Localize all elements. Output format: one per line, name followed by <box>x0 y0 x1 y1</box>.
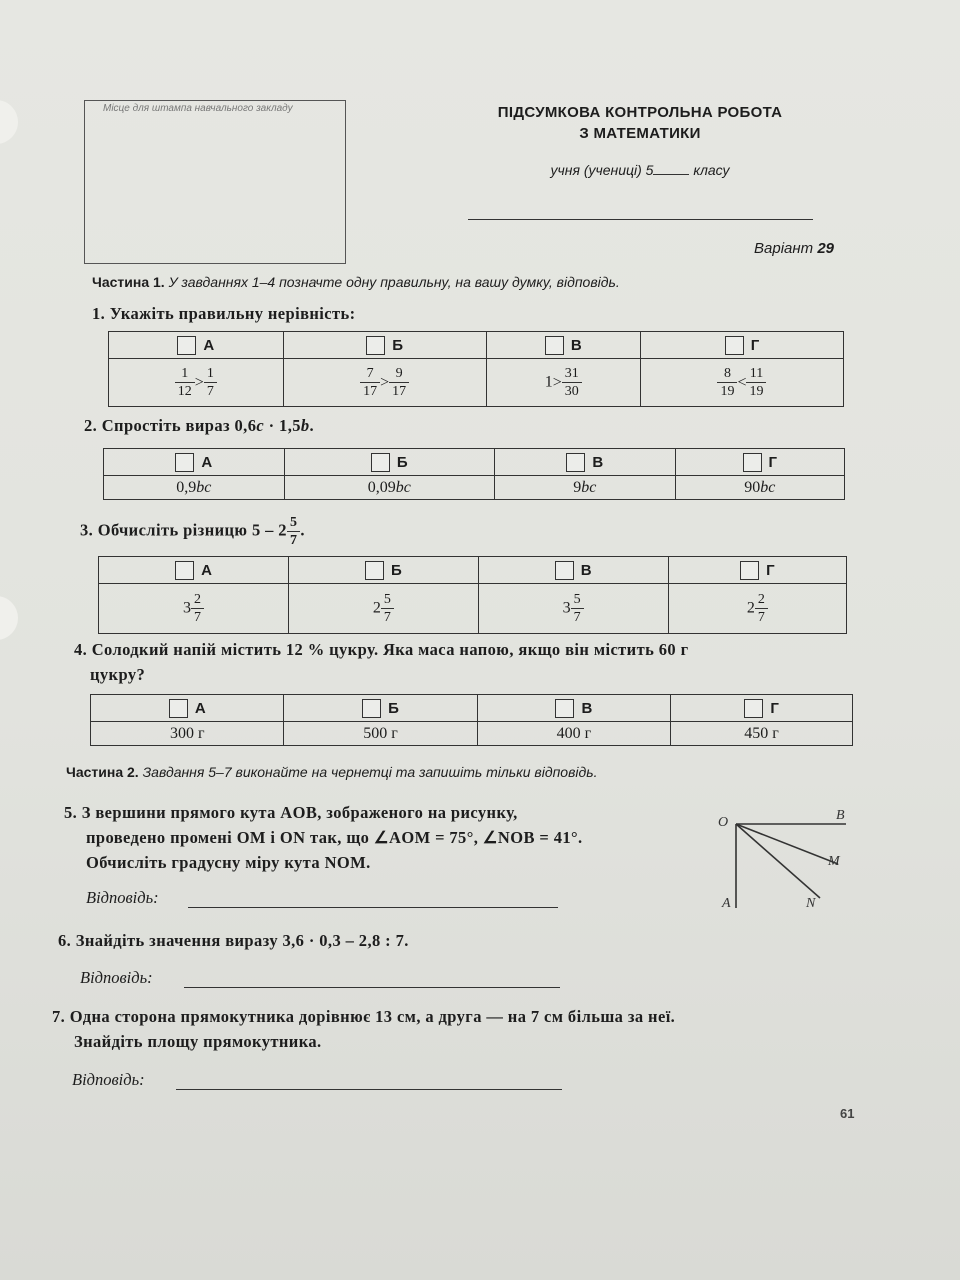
q4-option-checkbox[interactable] <box>555 699 574 718</box>
q3-text-prefix: Обчисліть різницю 5 – 2 <box>97 520 287 540</box>
q1-inequality-sign: > <box>380 373 390 391</box>
question-3 <box>80 514 305 549</box>
q1-option-cell[interactable] <box>640 359 843 407</box>
q3-option-cell[interactable] <box>478 584 668 634</box>
q5-number: 5. <box>64 803 78 822</box>
q3-option-cell[interactable] <box>289 584 479 634</box>
q3-option-letter: Г <box>766 561 775 579</box>
q3-option-fraction <box>755 591 768 626</box>
q2-option-checkbox[interactable] <box>175 453 194 472</box>
q4-text-line2: цукру? <box>90 665 146 684</box>
q4-option-cell[interactable] <box>91 722 284 746</box>
q1-left-numerator: 1 <box>175 365 195 383</box>
q4-option-value: 300 г <box>169 724 205 742</box>
q3-option-letter: В <box>580 561 592 579</box>
page-title <box>470 102 810 144</box>
q4-option-cell[interactable] <box>284 722 477 746</box>
q1-inequality-sign: > <box>552 373 562 391</box>
q2-option-letter: Г <box>768 453 778 471</box>
q1-left-denominator: 19 <box>720 384 735 399</box>
q3-option-denominator: 7 <box>573 610 581 625</box>
q3-option-header <box>99 557 289 584</box>
grade-blank[interactable] <box>653 174 689 175</box>
q3-fraction-den: 7 <box>289 533 298 548</box>
q4-number: 4. <box>74 640 88 659</box>
q1-option-letter: Б <box>392 336 403 354</box>
label-o: O <box>718 815 729 830</box>
q2-option-letter: А <box>201 453 213 471</box>
q4-option-letter: Б <box>388 699 399 717</box>
q3-number: 3. <box>80 520 94 540</box>
q3-option-numerator: 5 <box>381 591 394 609</box>
question-1 <box>92 301 356 326</box>
q2-option-cell[interactable] <box>494 476 675 500</box>
q7-line1: Одна сторона прямокутника дорівнює 13 см, а друга — на 7 см більша за неї. <box>69 1007 676 1026</box>
q3-option-denominator: 7 <box>383 610 391 625</box>
q3-text-suffix: . <box>300 520 305 540</box>
q1-inequality-sign: > <box>194 373 204 391</box>
variant-text: Варіант <box>754 240 814 257</box>
q1-answer-table <box>108 331 844 407</box>
q1-left-denominator: 17 <box>363 384 378 399</box>
q1-right-denominator: 7 <box>206 384 214 399</box>
q7-answer-field[interactable] <box>176 1089 562 1090</box>
q1-left-fraction <box>360 365 380 400</box>
q1-option-header <box>283 332 486 359</box>
q2-option-letter: Б <box>396 453 408 471</box>
q3-option-fraction <box>571 591 584 626</box>
q1-text: Укажіть правильну нерівність: <box>109 304 356 323</box>
q2-number: 2. <box>84 416 98 435</box>
q1-right-numerator: 9 <box>389 365 409 383</box>
q4-option-header <box>284 695 477 722</box>
q2-option-number: 0,09 <box>367 478 396 496</box>
page-number: 61 <box>840 1106 855 1121</box>
q2-option-cell[interactable] <box>104 476 285 500</box>
q1-option-header <box>640 332 843 359</box>
q2-answer-table <box>103 448 845 500</box>
q3-fraction <box>287 514 300 549</box>
q3-option-whole: 2 <box>746 599 755 617</box>
q3-option-whole: 3 <box>183 599 191 617</box>
q1-right-numerator: 31 <box>562 365 582 383</box>
q1-left-numerator: 8 <box>717 365 737 383</box>
q1-left-denominator: 12 <box>177 384 192 399</box>
angle-figure <box>716 804 856 912</box>
q3-option-whole: 2 <box>372 599 381 617</box>
q4-option-value: 450 г <box>744 724 779 742</box>
part2-instruction: Завдання 5–7 виконайте на чернетці та запишіть тільки відповідь. <box>142 764 598 780</box>
q2-option-header <box>284 449 494 476</box>
q2-option-number: 90 <box>744 478 761 496</box>
q2-option-cell[interactable] <box>284 476 494 500</box>
title-line-1: ПІДСУМКОВА КОНТРОЛЬНА РОБОТА <box>497 104 783 121</box>
q5-line2: проведено промені OM і ON так, що ∠AOM = 75°, ∠NOB = 41°. <box>86 828 583 847</box>
q4-text-line1: Солодкий напій містить 12 % цукру. Яка маса напою, якщо він містить 60 г <box>91 640 689 659</box>
q1-option-cell[interactable] <box>283 359 486 407</box>
q1-right-denominator: 17 <box>392 384 407 399</box>
title-line-2: З МАТЕМАТИКИ <box>579 125 701 142</box>
q3-option-numerator: 2 <box>191 591 204 609</box>
grade-suffix: класу <box>693 162 730 178</box>
q1-option-checkbox[interactable] <box>545 336 564 355</box>
q1-right-fraction <box>562 365 582 400</box>
q3-option-checkbox[interactable] <box>740 561 759 580</box>
q2-text-prefix: Спростіть вираз 0,6 <box>101 416 257 435</box>
q1-option-letter: А <box>203 336 215 354</box>
q2-option-header <box>104 449 285 476</box>
grade-line <box>470 162 810 178</box>
q1-left-fraction <box>717 365 737 400</box>
q2-option-variable: bc <box>395 478 411 496</box>
q1-option-checkbox[interactable] <box>177 336 196 355</box>
q4-option-value: 500 г <box>363 724 398 742</box>
q4-option-checkbox[interactable] <box>362 699 381 718</box>
q3-option-numerator: 5 <box>571 591 584 609</box>
q3-option-header <box>478 557 668 584</box>
question-7 <box>52 1004 872 1054</box>
q3-fraction-num: 5 <box>287 514 300 532</box>
q4-option-letter: Г <box>770 699 779 717</box>
part1-label: Частина 1. <box>92 274 165 290</box>
q4-answer-table <box>90 694 853 746</box>
question-5 <box>64 800 704 875</box>
q3-option-header <box>289 557 479 584</box>
q3-option-fraction <box>381 591 394 626</box>
q1-number: 1. <box>92 304 106 323</box>
ray-on <box>736 824 820 898</box>
q2-option-header <box>494 449 675 476</box>
q4-option-letter: В <box>581 699 593 717</box>
q2-option-checkbox[interactable] <box>371 453 390 472</box>
binder-hole <box>0 596 18 640</box>
q7-line2: Знайдіть площу прямокутника. <box>74 1032 322 1051</box>
q4-option-cell[interactable] <box>477 722 670 746</box>
q1-right-numerator: 11 <box>746 365 766 383</box>
q1-right-numerator: 1 <box>204 365 217 383</box>
variant-number: 29 <box>817 240 834 257</box>
q5-answer-field[interactable] <box>188 907 558 908</box>
q1-left-numerator: 7 <box>360 365 380 383</box>
q5-line3: Обчисліть градусну міру кута NOM. <box>86 853 371 872</box>
q4-option-header <box>671 695 853 722</box>
q1-option-cell[interactable] <box>109 359 284 407</box>
q3-option-fraction <box>191 591 204 626</box>
q2-option-checkbox[interactable] <box>566 453 585 472</box>
q2-option-variable: bc <box>581 478 597 496</box>
q5-line1: З вершини прямого кута AOB, зображеного на рисунку, <box>81 803 518 822</box>
q2-option-variable: bc <box>760 478 776 496</box>
q2-option-letter: В <box>592 453 604 471</box>
q1-left-fraction <box>175 365 195 400</box>
q4-option-checkbox[interactable] <box>744 699 763 718</box>
q3-option-cell[interactable] <box>99 584 289 634</box>
q3-option-denominator: 7 <box>757 610 765 625</box>
q1-option-cell[interactable] <box>486 359 640 407</box>
q4-option-header <box>91 695 284 722</box>
stamp-label: Місце для штампа навчального закладу <box>103 103 293 114</box>
answer-label: Відповідь: <box>80 968 153 987</box>
q2-var-c: c <box>256 416 265 435</box>
stamp-box <box>84 100 346 264</box>
q3-option-cell[interactable] <box>668 584 846 634</box>
q3-option-checkbox[interactable] <box>555 561 574 580</box>
q2-var-b: b <box>300 416 310 435</box>
q6-number: 6. <box>58 931 72 950</box>
q4-option-letter: А <box>194 699 206 717</box>
q1-option-letter: В <box>570 336 582 354</box>
q1-option-checkbox[interactable] <box>366 336 385 355</box>
answer-label: Відповідь: <box>86 888 159 907</box>
part2-label: Частина 2. <box>66 764 139 780</box>
q2-text-suffix: . <box>309 416 315 435</box>
q1-right-denominator: 30 <box>564 384 579 399</box>
q1-left-whole: 1 <box>544 373 553 391</box>
label-n: N <box>806 896 816 911</box>
binder-hole <box>0 100 18 144</box>
part2-heading <box>66 764 597 780</box>
q4-option-value: 400 г <box>556 724 592 742</box>
q3-option-numerator: 2 <box>755 591 768 609</box>
q4-option-cell[interactable] <box>671 722 853 746</box>
q3-option-checkbox[interactable] <box>175 561 194 580</box>
part1-heading <box>92 274 620 290</box>
q2-option-header <box>675 449 844 476</box>
q3-option-denominator: 7 <box>194 610 201 625</box>
q3-option-checkbox[interactable] <box>365 561 384 580</box>
q7-number: 7. <box>52 1007 66 1026</box>
q1-option-letter: Г <box>750 336 760 354</box>
q6-answer-field[interactable] <box>184 987 560 988</box>
q2-option-checkbox[interactable] <box>743 453 762 472</box>
q1-inequality-sign: < <box>737 373 747 391</box>
q6-text: Знайдіть значення виразу 3,6 · 0,3 – 2,8 : 7. <box>75 931 409 950</box>
q3-option-header <box>668 557 846 584</box>
q1-right-fraction <box>204 365 217 400</box>
variant-label <box>600 240 834 257</box>
question-6 <box>58 928 409 953</box>
q6-answer-line <box>80 968 153 988</box>
q1-right-fraction <box>746 365 766 400</box>
q1-option-checkbox[interactable] <box>725 336 744 355</box>
q1-right-fraction <box>389 365 409 400</box>
student-name-line[interactable] <box>468 219 813 220</box>
q2-text-mid: · 1,5 <box>264 416 301 435</box>
part1-instruction: У завданнях 1–4 позначте одну правильну, на вашу думку, відповідь. <box>168 274 620 290</box>
q1-right-denominator: 19 <box>749 384 764 399</box>
q3-option-letter: А <box>201 561 212 579</box>
ray-om <box>736 824 838 864</box>
q2-option-number: 0,9 <box>176 478 197 496</box>
q3-answer-table <box>98 556 847 634</box>
q3-option-letter: Б <box>390 561 402 579</box>
q4-option-checkbox[interactable] <box>169 699 188 718</box>
grade-prefix: учня (учениці) 5 <box>550 162 654 178</box>
question-2 <box>84 413 314 438</box>
label-b: B <box>836 808 845 823</box>
label-m: M <box>828 854 840 869</box>
q5-answer-line <box>86 888 159 908</box>
q1-option-header <box>109 332 284 359</box>
q7-answer-line <box>72 1070 145 1090</box>
answer-label: Відповідь: <box>72 1070 145 1089</box>
q3-option-whole: 3 <box>562 599 571 617</box>
question-4 <box>74 637 864 687</box>
label-a: A <box>722 896 731 911</box>
q2-option-number: 9 <box>573 478 582 496</box>
q2-option-variable: bc <box>196 478 212 496</box>
q1-option-header <box>486 332 640 359</box>
q2-option-cell[interactable] <box>675 476 844 500</box>
q4-option-header <box>477 695 670 722</box>
